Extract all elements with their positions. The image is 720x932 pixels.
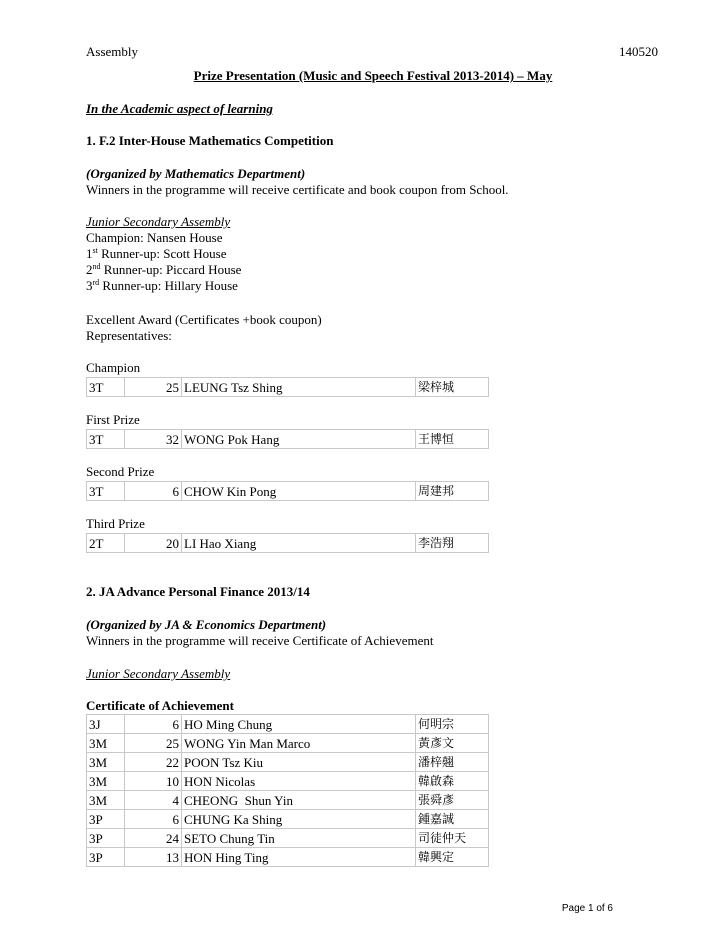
- prize-table-champion: [86, 377, 489, 397]
- prize-table-third: [86, 533, 489, 553]
- number-cell: 25: [125, 734, 182, 753]
- class-cell: 3T: [87, 430, 125, 449]
- name-cell: WONG Pok Hang: [182, 430, 416, 449]
- name-cell: WONG Yin Man Marco: [182, 734, 416, 753]
- number-cell: 10: [125, 772, 182, 791]
- table-row: [87, 734, 489, 753]
- prize-label: First Prize: [86, 412, 140, 427]
- certificate-heading: Certificate of Achievement: [86, 698, 234, 713]
- prize-table-first: [86, 429, 489, 449]
- name-cell: CHUNG Ka Shing: [182, 810, 416, 829]
- chinese-name-cell: 司徒仲天: [416, 829, 489, 848]
- class-cell: 3P: [87, 848, 125, 867]
- table-row: [87, 810, 489, 829]
- section2-heading: 2. JA Advance Personal Finance 2013/14: [86, 584, 310, 599]
- table-row: [87, 791, 489, 810]
- name-cell: HO Ming Chung: [182, 715, 416, 734]
- prize-label: Third Prize: [86, 516, 145, 531]
- class-cell: 3M: [87, 791, 125, 810]
- section1-description: Winners in the programme will receive certificate and book coupon from School.: [86, 182, 509, 197]
- table-row: [87, 772, 489, 791]
- chinese-name-cell: 韓興定: [416, 848, 489, 867]
- name-cell: POON Tsz Kiu: [182, 753, 416, 772]
- section2-assembly: Junior Secondary Assembly: [86, 666, 231, 681]
- number-cell: 22: [125, 753, 182, 772]
- certificate-table: [86, 714, 489, 867]
- class-cell: 3P: [87, 829, 125, 848]
- name-cell: LI Hao Xiang: [182, 534, 416, 553]
- class-cell: 3M: [87, 753, 125, 772]
- section2-description: Winners in the programme will receive Certificate of Achievement: [86, 633, 434, 648]
- table-row: [87, 753, 489, 772]
- champion-line: Champion: Nansen House: [86, 230, 223, 245]
- chinese-name-cell: 周建邦: [416, 482, 489, 501]
- page-title: Prize Presentation (Music and Speech Festival 2013-2014) – May: [193, 68, 553, 83]
- runner-up-3: 3rd Runner-up: Hillary House: [86, 278, 238, 293]
- name-cell: LEUNG Tsz Shing: [182, 378, 416, 397]
- name-cell: HON Nicolas: [182, 772, 416, 791]
- number-cell: 6: [125, 715, 182, 734]
- runner-up-1: 1st Runner-up: Scott House: [86, 246, 227, 261]
- page-number: Page 1 of 6: [561, 903, 613, 914]
- chinese-name-cell: 王博恒: [416, 430, 489, 449]
- number-cell: 4: [125, 791, 182, 810]
- class-cell: 3J: [87, 715, 125, 734]
- representatives-label: Representatives:: [86, 328, 172, 343]
- class-cell: 3P: [87, 810, 125, 829]
- table-row: [87, 430, 489, 449]
- table-row: [87, 378, 489, 397]
- number-cell: 32: [125, 430, 182, 449]
- name-cell: HON Hing Ting: [182, 848, 416, 867]
- excellent-award: Excellent Award (Certificates +book coupon): [86, 312, 322, 327]
- section1-assembly: Junior Secondary Assembly: [86, 214, 231, 229]
- runner-up-2: 2nd Runner-up: Piccard House: [86, 262, 242, 277]
- name-cell: CHOW Kin Pong: [182, 482, 416, 501]
- number-cell: 13: [125, 848, 182, 867]
- table-row: [87, 829, 489, 848]
- prize-label: Second Prize: [86, 464, 155, 479]
- table-row: [87, 482, 489, 501]
- chinese-name-cell: 潘梓翹: [416, 753, 489, 772]
- chinese-name-cell: 韓啟森: [416, 772, 489, 791]
- chinese-name-cell: 何明宗: [416, 715, 489, 734]
- header-right: 140520: [619, 44, 658, 59]
- section1-organizer: (Organized by Mathematics Department): [86, 166, 306, 181]
- class-cell: 3M: [87, 734, 125, 753]
- table-row: [87, 534, 489, 553]
- aspect-heading: In the Academic aspect of learning: [86, 101, 273, 116]
- prize-label: Champion: [86, 360, 141, 375]
- chinese-name-cell: 李浩翔: [416, 534, 489, 553]
- section1-heading: 1. F.2 Inter-House Mathematics Competition: [86, 133, 334, 148]
- table-row: [87, 848, 489, 867]
- class-cell: 2T: [87, 534, 125, 553]
- class-cell: 3T: [87, 482, 125, 501]
- chinese-name-cell: 鍾嘉誠: [416, 810, 489, 829]
- table-row: [87, 715, 489, 734]
- chinese-name-cell: 梁梓城: [416, 378, 489, 397]
- number-cell: 6: [125, 810, 182, 829]
- chinese-name-cell: 張舜彥: [416, 791, 489, 810]
- number-cell: 20: [125, 534, 182, 553]
- chinese-name-cell: 黃彥文: [416, 734, 489, 753]
- class-cell: 3M: [87, 772, 125, 791]
- name-cell: SETO Chung Tin: [182, 829, 416, 848]
- section2-organizer: (Organized by JA & Economics Department): [86, 617, 327, 632]
- prize-table-second: [86, 481, 489, 501]
- class-cell: 3T: [87, 378, 125, 397]
- name-cell: CHEONG Shun Yin: [182, 791, 416, 810]
- number-cell: 24: [125, 829, 182, 848]
- number-cell: 25: [125, 378, 182, 397]
- number-cell: 6: [125, 482, 182, 501]
- header-left: Assembly: [86, 44, 138, 59]
